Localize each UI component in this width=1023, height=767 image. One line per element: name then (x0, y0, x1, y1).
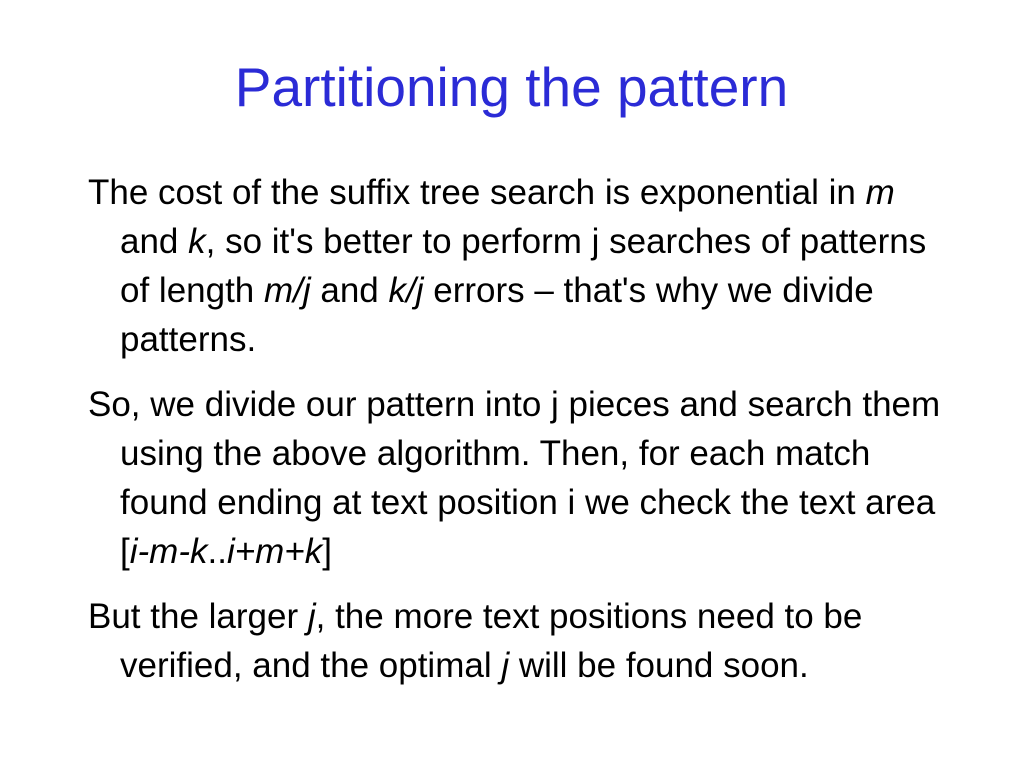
text-segment-italic: i-m-k (129, 532, 208, 571)
text-segment: ] (322, 532, 332, 571)
text-segment: will be found soon. (509, 646, 809, 685)
text-segment-italic: j (501, 646, 510, 685)
text-segment: , the more text positions need to be verified, and the optimal (120, 597, 863, 685)
text-segment: But the larger (88, 597, 308, 636)
text-segment: , so it's better to perform j searches of patterns of length (120, 222, 927, 310)
text-segment: The cost of the suffix tree search is exponential in (88, 173, 866, 212)
text-segment-italic: m (865, 173, 895, 212)
text-segment: and (310, 271, 389, 310)
paragraph-1 (88, 168, 958, 364)
text-segment: So, we divide our pattern into j pieces and search them using the above algorithm. Then, for each match found ending at text position i we check the text area [ (88, 385, 941, 571)
text-segment-italic: m/j (264, 271, 311, 310)
paragraph-3 (88, 592, 958, 690)
slide-title: Partitioning the pattern (234, 56, 789, 118)
text-segment-italic: i+m+k (226, 532, 323, 571)
text-segment: and (120, 222, 189, 261)
text-segment-italic: j (307, 597, 316, 636)
text-segment-italic: k (188, 222, 206, 261)
paragraph-2 (88, 380, 958, 576)
text-segment-italic: k/j (388, 271, 424, 310)
slide-body (88, 168, 958, 706)
text-segment: .. (207, 532, 227, 571)
text-segment: errors – that's why we divide patterns. (120, 271, 874, 359)
